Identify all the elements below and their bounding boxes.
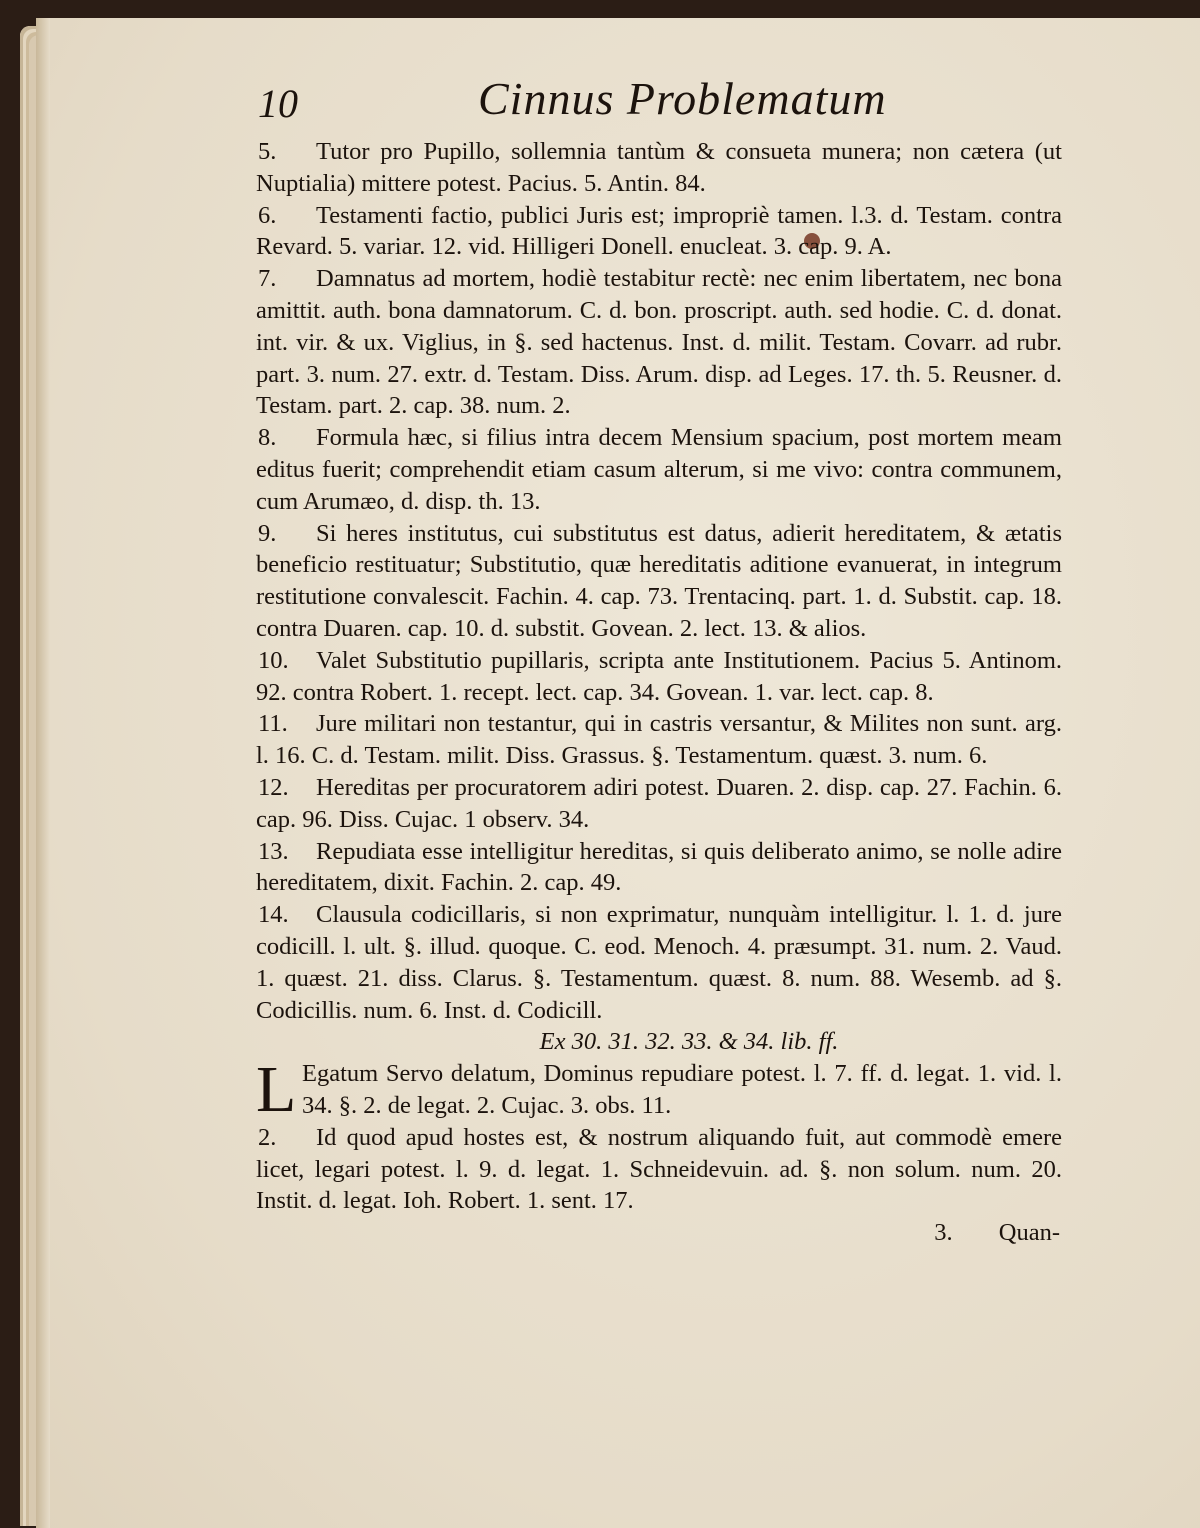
entry-number: 14. [258,901,289,929]
entry-text: Clausula codicillaris, si non exprimatur, nunquàm intelligitur. l. 1. d. jure codicill. l. ult. §. illud. quoque. C. eod. Menoch. 4. præsumpt. 31. num. 2. Vaud. 1. quæst. 21. diss. Clarus. §. Testamentum. quæst. 8. num. 88. Wesemb. ad §. Codicillis. num. 6. Inst. d. Codicill. [256,901,1062,1024]
drop-cap: L [256,1053,297,1127]
entry-number: 6. [258,201,277,229]
page-number: 10 [258,81,298,126]
entry-item [256,772,1062,836]
page-gutter [36,18,50,1528]
entry-item [256,263,1062,422]
entry-text: Formula hæc, si filius intra decem Mensium spacium, post mortem meam editus fuerit; comprehendit etiam casum alterum, si me vivo: contra communem, cum Arumæo, d. disp. th. 13. [256,424,1062,515]
entry-item [256,899,1062,1026]
entry-item [256,422,1062,517]
entry-text: Hereditas per procuratorem adiri potest. Duaren. 2. disp. cap. 27. Fachin. 6. cap. 96. Diss. Cujac. 1 observ. 34. [256,773,1062,833]
entry-text: Valet Substitutio pupillaris, scripta ante Institutionem. Pacius 5. Antinom. 92. contra Robert. 1. recept. lect. cap. 34. Govean. 1. var. lect. cap. 8. [256,646,1062,706]
entry-item [256,708,1062,772]
legatum-text: Egatum Servo delatum, Dominus repudiare potest. l. 7. ff. d. legat. 1. vid. l. 34. §. 2. de legat. 2. Cujac. 3. obs. 11. [302,1060,1062,1119]
legatum-paragraph [256,1053,1062,1127]
entry-item [256,836,1062,900]
entry-text: Jure militari non testantur, qui in castris versantur, & Milites non sunt. arg. l. 16. C. d. Testam. milit. Diss. Grassus. §. Testamentum. quæst. 3. num. 6. [256,710,1062,770]
entry-item [256,645,1062,709]
entry-text: Damnatus ad mortem, hodiè testabitur rectè: nec enim libertatem, nec bona amittit. auth. bona damnatorum. C. d. bon. proscript. auth. sed hodie. C. d. donat. int. vir. & ux. Viglius, in §. sed hactenus. Inst. d. milit. Testam. Covarr. ad rubr. part. 3. num. 27. extr. d. Testam. Diss. Arum. disp. ad Leges. 17. th. 5. Reusner. d. Testam. part. 2. cap. 38. num. 2. [256,265,1062,420]
entry-item [256,136,1062,200]
body-text [256,136,1062,1249]
running-title: Cinnus Problematum [478,73,887,124]
entry-number: 8. [258,424,277,452]
entry-text: Si heres institutus, cui substitutus est datus, adierit hereditatem, & ætatis beneficio restituatur; Substitutio, quæ hereditatis aditione evanuerat, in integrum restitutione convalescit. Fachin. 4. cap. 73. Trentacinq. part. 1. d. Substit. cap. 18. contra Duaren. cap. 10. d. substit. Govean. 2. lect. 13. & alios. [256,519,1062,642]
entry-item [256,200,1062,264]
entry-number: 7. [258,265,277,293]
entry-number: 10. [258,646,289,674]
entry-number: 2. [258,1123,277,1151]
catchword-number: 3. [934,1219,953,1247]
entries-list [256,136,1062,1026]
entry-text: Tutor pro Pupillo, sollemnia tantùm & consueta munera; non cætera (ut Nuptialia) mittere potest. Pacius. 5. Antin. 84. [256,138,1062,197]
page-header [0,72,1200,142]
entry-number: 12. [258,773,289,801]
entry-number: 9. [258,519,277,547]
entry-text: Repudiata esse intelligitur hereditas, si quis deliberato animo, se nolle adire hereditatem, dixit. Fachin. 2. cap. 49. [256,837,1062,897]
section-heading: Ex 30. 31. 32. 33. & 34. lib. ff. [539,1028,839,1056]
entry-number: 5. [258,138,277,165]
catchword-text: Quan- [998,1219,1060,1247]
entry-text: Testamenti factio, publici Juris est; impropriè tamen. l.3. d. Testam. contra Revard. 5. variar. 12. vid. Hilligeri Donell. enucleat. 3. cap. 9. A. [256,201,1062,261]
entry-item [256,518,1062,645]
catchword [256,1217,1062,1249]
entry-number: 13. [258,837,289,865]
entry-number: 11. [258,710,288,738]
entry-item [256,1122,1062,1217]
entry-text: Id quod apud hostes est, & nostrum aliquando fuit, aut commodè emere licet, legari potest. l. 9. d. legat. 1. Schneidevuin. ad. §. non solum. num. 20. Instit. d. legat. Ioh. Robert. 1. sent. 17. [256,1123,1062,1215]
